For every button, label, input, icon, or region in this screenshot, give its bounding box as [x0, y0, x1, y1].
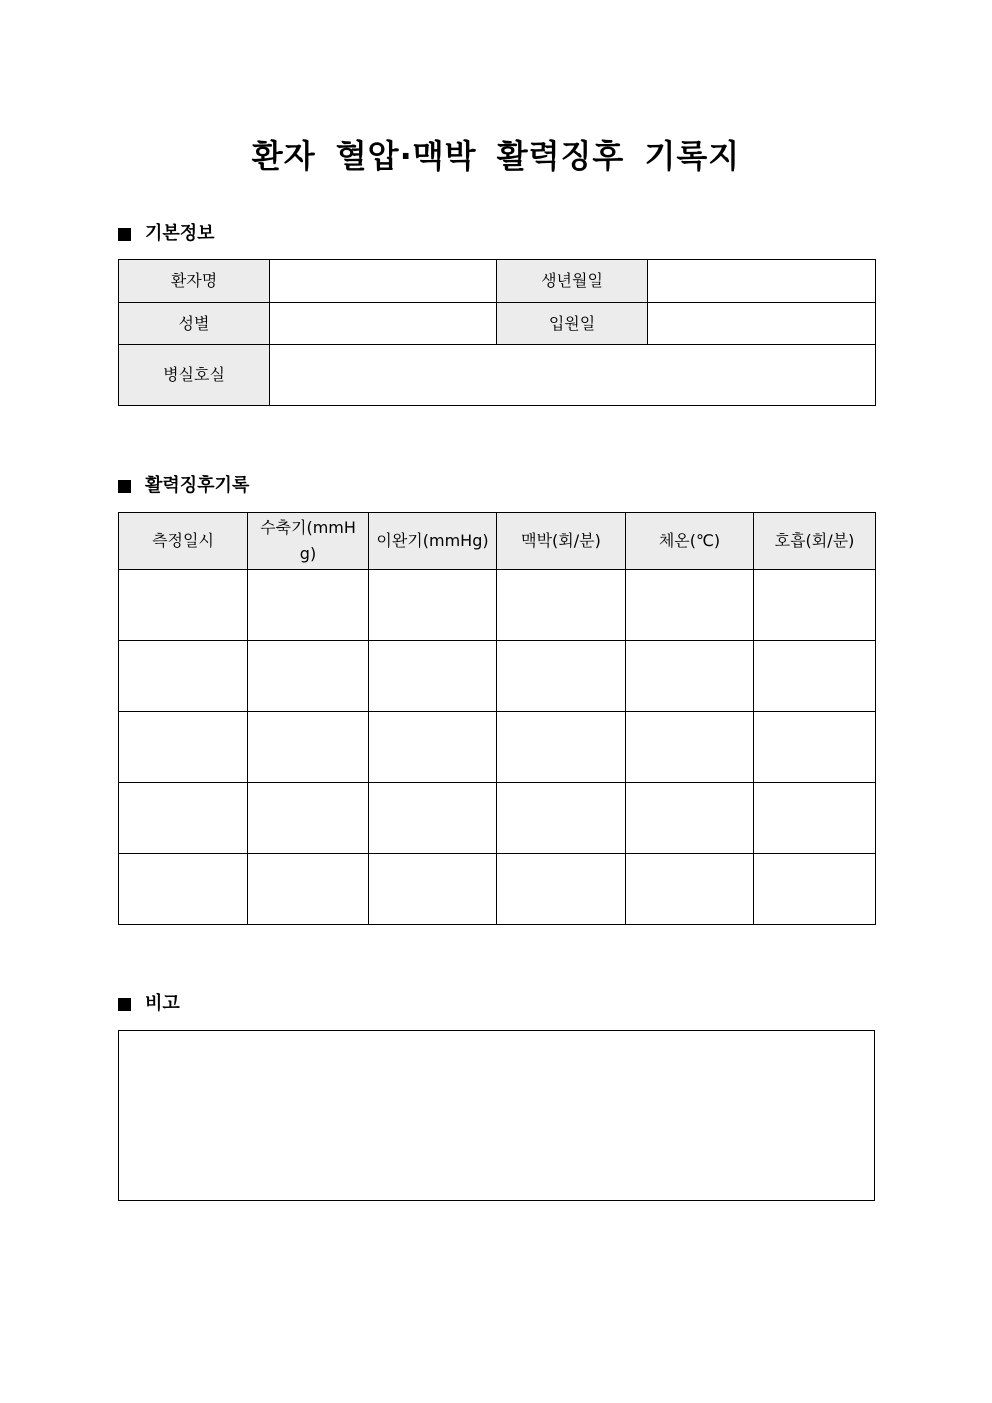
- table-row: [119, 570, 876, 641]
- sex-label: 성별: [119, 303, 270, 345]
- column-header-pulse: 맥박(회/분): [497, 513, 626, 570]
- table-cell[interactable]: [369, 641, 497, 712]
- page-title: 환자 혈압·맥박 활력징후 기록지: [251, 137, 741, 175]
- table-header-row: [119, 513, 876, 570]
- table-cell[interactable]: [119, 570, 248, 641]
- sex-field[interactable]: [270, 303, 497, 345]
- table-row: [119, 345, 876, 406]
- table-cell[interactable]: [626, 854, 754, 925]
- room-field[interactable]: [270, 345, 876, 406]
- table-row: [119, 303, 876, 345]
- table-cell[interactable]: [248, 783, 369, 854]
- table-cell[interactable]: [248, 712, 369, 783]
- table-cell[interactable]: [119, 641, 248, 712]
- birth-date-field[interactable]: [648, 260, 876, 303]
- admission-date-field[interactable]: [648, 303, 876, 345]
- table-cell[interactable]: [497, 783, 626, 854]
- column-header-respiration: 호흡(회/분): [754, 513, 876, 570]
- patient-name-label: 환자명: [119, 260, 270, 303]
- section-heading-label: 활력징후기록: [145, 475, 250, 496]
- remarks-field[interactable]: [118, 1030, 875, 1201]
- column-header-diastolic: 이완기(mmHg): [369, 513, 497, 570]
- table-cell[interactable]: [497, 641, 626, 712]
- basic-info-table: [118, 259, 876, 406]
- square-bullet-icon: [118, 480, 131, 493]
- square-bullet-icon: [118, 998, 131, 1011]
- patient-name-field[interactable]: [270, 260, 497, 303]
- table-cell[interactable]: [754, 783, 876, 854]
- table-cell[interactable]: [248, 641, 369, 712]
- table-cell[interactable]: [754, 641, 876, 712]
- section-heading-basic-info: [118, 222, 215, 246]
- table-cell[interactable]: [626, 712, 754, 783]
- table-row: [119, 260, 876, 303]
- table-cell[interactable]: [248, 854, 369, 925]
- table-cell[interactable]: [369, 570, 497, 641]
- admission-date-label: 입원일: [497, 303, 648, 345]
- table-cell[interactable]: [119, 783, 248, 854]
- column-header-datetime: 측정일시: [119, 513, 248, 570]
- table-cell[interactable]: [754, 712, 876, 783]
- section-heading-label: 기본정보: [145, 223, 215, 244]
- table-row: [119, 783, 876, 854]
- table-row: [119, 712, 876, 783]
- vitals-table: [118, 512, 876, 925]
- birth-date-label: 생년월일: [497, 260, 648, 303]
- table-cell[interactable]: [119, 712, 248, 783]
- table-cell[interactable]: [754, 854, 876, 925]
- table-cell[interactable]: [497, 712, 626, 783]
- table-cell[interactable]: [369, 854, 497, 925]
- table-cell[interactable]: [626, 783, 754, 854]
- table-cell[interactable]: [626, 641, 754, 712]
- table-cell[interactable]: [248, 570, 369, 641]
- room-label: 병실호실: [119, 345, 270, 406]
- table-cell[interactable]: [497, 570, 626, 641]
- table-cell[interactable]: [754, 570, 876, 641]
- table-cell[interactable]: [497, 854, 626, 925]
- table-cell[interactable]: [119, 854, 248, 925]
- table-cell[interactable]: [369, 712, 497, 783]
- section-heading-label: 비고: [145, 993, 180, 1014]
- table-cell[interactable]: [626, 570, 754, 641]
- column-header-temperature: 체온(℃): [626, 513, 754, 570]
- table-cell[interactable]: [369, 783, 497, 854]
- section-heading-remarks: [118, 992, 180, 1016]
- square-bullet-icon: [118, 228, 131, 241]
- column-header-systolic: 수축기(mmHg): [248, 513, 369, 570]
- section-heading-vitals: [118, 474, 249, 498]
- table-row: [119, 641, 876, 712]
- table-row: [119, 854, 876, 925]
